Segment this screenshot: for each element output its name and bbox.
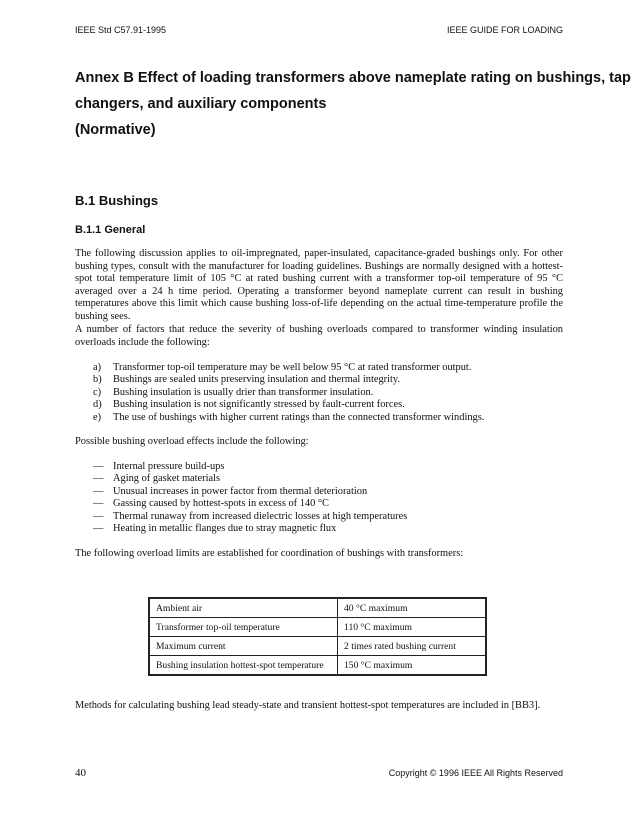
- table-cell-limit: 110 °C maximum: [338, 618, 487, 637]
- dash-marker: —: [93, 523, 104, 535]
- list-item-text: The use of bushings with higher current ratings than the connected transformer windings.: [113, 411, 485, 423]
- list-item-text: Unusual increases in power factor from thermal deterioration: [113, 485, 368, 497]
- list-marker: e): [93, 411, 102, 423]
- paragraph-limits-intro: The following overload limits are established for coordination of bushings with transformers:: [75, 548, 464, 559]
- list-item-text: Gassing caused by hottest-spots in excess of 140 °C: [113, 498, 329, 510]
- table-row: [149, 598, 486, 618]
- effects-list: [93, 461, 407, 535]
- list-item: [93, 362, 484, 374]
- list-item-text: Bushing insulation is usually drier than transformer insulation.: [113, 386, 374, 398]
- list-item-text: Heating in metallic flanges due to stray magnetic flux: [113, 523, 337, 535]
- table-cell-parameter: Bushing insulation hottest-spot temperature: [149, 656, 338, 676]
- list-item-text: Transformer top-oil temperature may be well below 95 °C at rated transformer output.: [113, 362, 472, 373]
- paragraph-methods: Methods for calculating bushing lead steady-state and transient hottest-spot temperatures are included in [BB3].: [75, 700, 541, 711]
- table-row: [149, 618, 486, 637]
- list-item-text: Thermal runaway from increased dielectric losses at high temperatures: [113, 510, 408, 522]
- running-header-right: IEEE GUIDE FOR LOADING: [446, 25, 563, 35]
- list-item: [93, 523, 407, 535]
- list-item: [93, 461, 407, 473]
- paragraph-factors-intro: A number of factors that reduce the severity of bushing overloads compared to transformer winding insulation overloads include the following:: [75, 324, 563, 348]
- section-heading: B.1 Bushings: [75, 193, 159, 208]
- list-item: [93, 387, 484, 399]
- subsection-heading: B.1.1 General: [75, 224, 146, 236]
- annex-title-line-2: changers, and auxiliary components: [75, 96, 327, 112]
- annex-title-line-1: Annex B Effect of loading transformers above nameplate rating on bushings, tap: [75, 70, 631, 86]
- table-cell-parameter: Ambient air: [149, 598, 338, 618]
- paragraph-intro: The following discussion applies to oil-impregnated, paper-insulated, capacitance-graded bushings only. For other bushing types, consult with the manufacturer for loading guidelines. Bushings are normally designed with a hottest-spot total temperature limit of 105 °C at rated bushing current with a transformer top-oil temperature of 95 °C averaged over a 24 h time period. Operating a transformer beyond nameplate current can result in bushing temperatures above this limit which cause bushing loss-of-life depending on the actual time-temperature profile the bushing sees.: [75, 248, 563, 322]
- list-item: [93, 412, 484, 424]
- running-header-left: IEEE Std C57.91-1995: [75, 25, 167, 35]
- annex-normative-label: (Normative): [75, 122, 156, 138]
- list-marker: d): [93, 399, 102, 411]
- table-cell-limit: 2 times rated bushing current: [338, 637, 487, 656]
- table-cell-limit: 150 °C maximum: [338, 656, 487, 676]
- dash-marker: —: [93, 510, 104, 522]
- list-item: [93, 399, 484, 411]
- list-item: [93, 498, 407, 510]
- list-item-text: Internal pressure build-ups: [113, 461, 225, 472]
- paragraph-effects-intro: Possible bushing overload effects include the following:: [75, 436, 309, 447]
- list-item: [93, 473, 407, 485]
- list-item: [93, 374, 484, 386]
- list-marker: a): [93, 362, 102, 373]
- table-row: [149, 656, 486, 676]
- list-marker: c): [93, 386, 102, 398]
- list-item: [93, 511, 407, 523]
- table-cell-parameter: Maximum current: [149, 637, 338, 656]
- list-marker: b): [93, 374, 102, 386]
- factors-list: [93, 362, 484, 424]
- list-item-text: Bushing insulation is not significantly stressed by fault-current forces.: [113, 399, 405, 411]
- overload-limits-table: [148, 597, 487, 676]
- dash-marker: —: [93, 485, 104, 497]
- list-item: [93, 486, 407, 498]
- dash-marker: —: [93, 498, 104, 510]
- list-item-text: Aging of gasket materials: [113, 473, 221, 485]
- dash-marker: —: [93, 473, 104, 485]
- table-cell-limit: 40 °C maximum: [338, 598, 487, 618]
- dash-marker: —: [93, 461, 104, 472]
- table-row: [149, 637, 486, 656]
- list-item-text: Bushings are sealed units preserving insulation and thermal integrity.: [113, 374, 401, 386]
- table-cell-parameter: Transformer top-oil temperature: [149, 618, 338, 637]
- copyright-notice: Copyright © 1996 IEEE All Rights Reserved: [388, 768, 563, 778]
- page-number: 40: [75, 767, 86, 779]
